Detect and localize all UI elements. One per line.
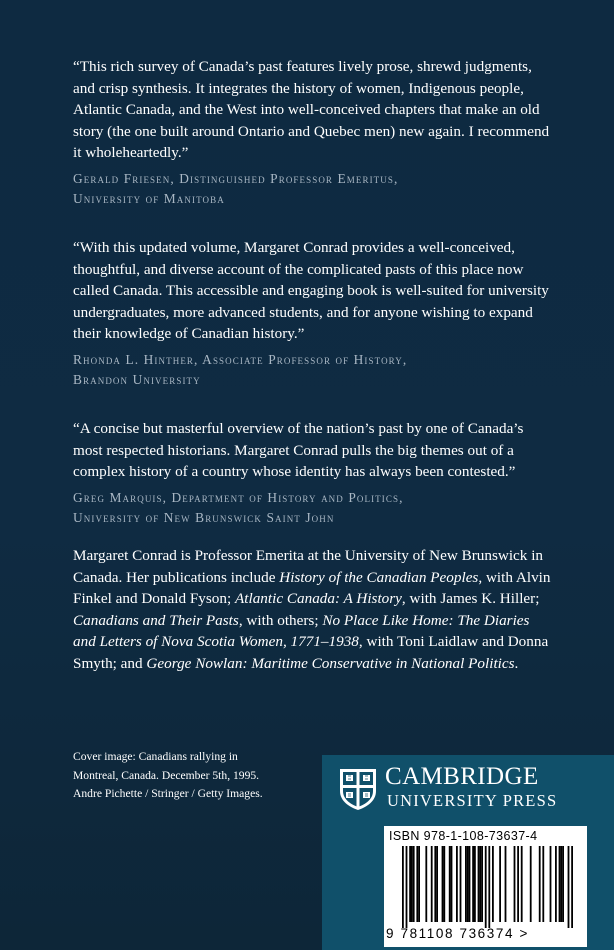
barcode-bar	[443, 846, 445, 922]
book-title: Atlantic Canada: A History	[235, 590, 402, 608]
barcode-bar	[478, 846, 480, 922]
cambridge-shield-icon	[338, 767, 378, 811]
barcode-bar	[456, 846, 458, 922]
publisher-name: CAMBRIDGE	[385, 763, 539, 790]
attribution-line: University of Manitoba	[73, 191, 225, 207]
barcode-guard-bar	[406, 846, 408, 928]
book-title: George Nowlan: Maritime Conservative in National Politics	[146, 654, 515, 672]
barcode-guard-bar	[485, 846, 487, 928]
barcode-bar	[517, 846, 519, 922]
endorsement-quote: “With this updated volume, Margaret Conrad provides a well-conceived, thoughtful, and diverse account of the complicated pasts of this place now called Canada. This accessible and engaging book is well-suited for university undergraduates, more advanced students, and for anyone wishing to expand their knowledge of Canadian history.”	[73, 238, 549, 343]
book-title: History of the Canadian Peoples	[279, 568, 479, 586]
bio-text: Margaret Conrad is Professor Emerita at the University of New Brunswick in Canada. Her publications include	[73, 547, 544, 586]
endorsement-quote: “A concise but masterful overview of the nation’s past by one of Canada’s most respected historians. Margaret Conrad pulls the big themes out of a complex history of a country whose identity has always been contested.”	[73, 419, 524, 481]
barcode-bar	[416, 846, 418, 922]
endorsement-marquis	[73, 418, 553, 529]
bio-text: , with Toni Laidlaw and Donna Smyth; and	[73, 633, 549, 672]
endorsement-attribution	[73, 488, 553, 529]
barcode-bar	[542, 846, 544, 922]
isbn-barcode	[384, 826, 587, 947]
attribution-line: Greg Marquis, Department of History and Politics,	[73, 489, 404, 505]
endorsements	[73, 56, 553, 556]
barcode-bar	[555, 846, 557, 922]
barcode-bar	[409, 846, 411, 922]
barcode-digits: 9 781108 736374 >	[386, 926, 529, 941]
barcode-bar	[479, 846, 481, 922]
attribution-line: Rhonda L. Hinther, Associate Professor of History,	[73, 351, 408, 367]
barcode-bar	[499, 846, 501, 922]
barcode-bar	[550, 846, 552, 922]
barcode-bar	[474, 846, 476, 922]
publisher-panel	[322, 755, 614, 950]
barcode-guard-bar	[488, 846, 490, 928]
endorsement-hinther	[73, 237, 553, 391]
publisher-subtitle: UNIVERSITY PRESS	[387, 791, 558, 810]
attribution-line: Gerald Friesen, Distinguished Professor Emeritus,	[73, 170, 399, 186]
barcode-bar	[559, 846, 561, 922]
cover-image-credit: Cover image: Canadians rallying in Montreal, Canada. December 5th, 1995. Andre Pichette / Stringer / Getty Images.	[73, 750, 263, 801]
bio-text: , with others;	[238, 611, 323, 629]
isbn-label: ISBN 978-1-108-73637-4	[389, 829, 538, 843]
barcode-bar	[562, 846, 564, 922]
attribution-line: Brandon University	[73, 372, 201, 388]
barcode-bar	[442, 846, 444, 922]
book-title: No Place Like Home: The Diaries and Letters of Nova Scotia Women, 1771–1938	[73, 611, 530, 651]
endorsement-attribution	[73, 169, 553, 210]
barcode-bar	[521, 846, 523, 922]
barcode-bar	[425, 846, 427, 922]
barcode-bar	[469, 846, 471, 922]
endorsement-quote: “This rich survey of Canada’s past features lively prose, shrewd judgments, and crisp synthesis. It integrates the history of women, Indigenous people, Atlantic Canada, and the West into well-conceived chapters that make an old story (the one built around Ontario and Quebec men) new again. I recommend it wholeheartedly.”	[73, 58, 550, 162]
barcode-bar	[418, 846, 420, 922]
endorsement-attribution	[73, 350, 553, 391]
attribution-line: University of New Brunswick Saint John	[73, 510, 335, 526]
barcode-bar	[449, 846, 451, 922]
author-bio	[73, 545, 553, 675]
bio-text: , with Alvin Finkel and Donald Fyson;	[73, 568, 551, 608]
endorsement-friesen	[73, 56, 553, 210]
barcode-bar	[560, 846, 562, 922]
barcode-bar	[467, 846, 469, 922]
barcode-bar	[411, 846, 413, 922]
barcode-bar	[465, 846, 467, 922]
barcode-bar	[451, 846, 453, 922]
barcode-bars	[390, 846, 580, 928]
barcode-bar	[492, 846, 494, 922]
barcode-bar	[514, 846, 516, 922]
barcode-bar	[460, 846, 462, 922]
barcode-guard-bar	[571, 846, 573, 928]
barcode-bar	[505, 846, 507, 922]
barcode-bar	[413, 846, 415, 922]
book-title: Canadians and Their Pasts	[73, 611, 239, 629]
barcode-bar	[434, 846, 436, 922]
barcode-guard-bar	[402, 846, 404, 928]
barcode-guard-bar	[568, 846, 570, 928]
barcode-bar	[431, 846, 433, 922]
barcode-bar	[481, 846, 483, 922]
barcode-bar	[436, 846, 438, 922]
barcode-bar	[472, 846, 474, 922]
bio-text: , with James K. Hiller;	[401, 590, 540, 608]
barcode-bar	[539, 846, 541, 922]
bio-text: .	[514, 654, 519, 672]
barcode-bar	[530, 846, 532, 922]
